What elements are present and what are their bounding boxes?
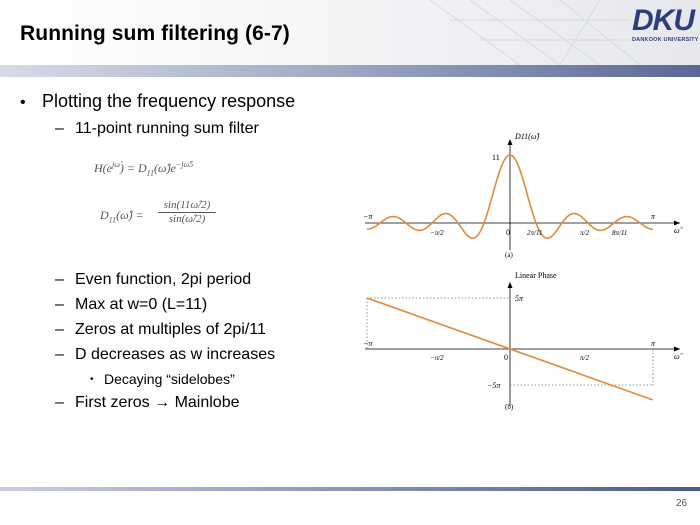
tick-label: −5π	[487, 381, 501, 390]
tick-label: π/2	[580, 354, 589, 362]
tick-label: 5π	[515, 294, 524, 303]
x-axis-arrow-icon	[674, 221, 680, 226]
bullet-dot-icon: •	[20, 94, 26, 111]
list-item: – Max at w=0 (L=11)	[55, 296, 208, 313]
main-bullet	[20, 91, 295, 112]
y-axis-arrow-icon	[508, 139, 513, 145]
main-bullet-text: Plotting the frequency response	[42, 91, 296, 111]
list-item: – Even function, 2pi period	[55, 271, 252, 288]
sub-bullet-filter: – 11-point running sum filter	[55, 120, 259, 137]
tick-label: 2π/11	[527, 229, 543, 237]
dirichlet-chart	[355, 125, 690, 260]
tick-label: 8π/11	[612, 229, 628, 237]
tick-label: π	[651, 339, 656, 348]
tick-label: π/2	[580, 229, 589, 237]
y-axis-arrow-icon	[508, 282, 513, 288]
panel-label: (b)	[505, 403, 514, 411]
sub-list-item: • Decaying “sidelobes”	[90, 371, 235, 387]
peak-label: 11	[492, 153, 500, 162]
sub-bullet-filter-text: 11-point running sum filter	[75, 120, 259, 137]
tick-label: −π	[363, 339, 373, 348]
header-bar	[0, 65, 700, 77]
list-item: – First zeros → Mainlobe	[55, 394, 240, 411]
list-item: – D decreases as w increases	[55, 346, 276, 363]
panel-label: (a)	[505, 251, 513, 259]
tick-label: −π	[363, 212, 373, 221]
logo-mark: DKU	[632, 4, 694, 37]
chart-title: Linear Phase	[515, 271, 557, 280]
equation-frequency-response: $H(e^{j\omegâ})$ = $D_{11}(\omegâ)e^{-j\omegâ5}$	[94, 160, 194, 178]
footer-bar	[0, 487, 700, 491]
axis-symbol: ω̂	[674, 352, 680, 361]
tick-label: π	[651, 212, 656, 221]
list-item: – Zeros at multiples of 2pi/11	[55, 321, 266, 338]
page-title: Running sum filtering (6-7)	[20, 22, 290, 45]
axis-symbol: ω̂	[674, 226, 680, 235]
logo-subtitle: DANKOOK UNIVERSITY	[632, 37, 699, 43]
chart-title: D11(ω̂)	[515, 132, 540, 141]
page-number: 26	[676, 498, 688, 509]
tick-label: −π/2	[430, 229, 444, 237]
tick-label: 0	[506, 228, 510, 237]
tick-label: 0	[504, 353, 508, 362]
university-logo	[632, 4, 699, 43]
x-axis-arrow-icon	[674, 347, 680, 352]
slide-header	[0, 0, 700, 65]
tick-label: −π/2	[430, 354, 444, 362]
linear-phase-chart	[355, 268, 690, 418]
